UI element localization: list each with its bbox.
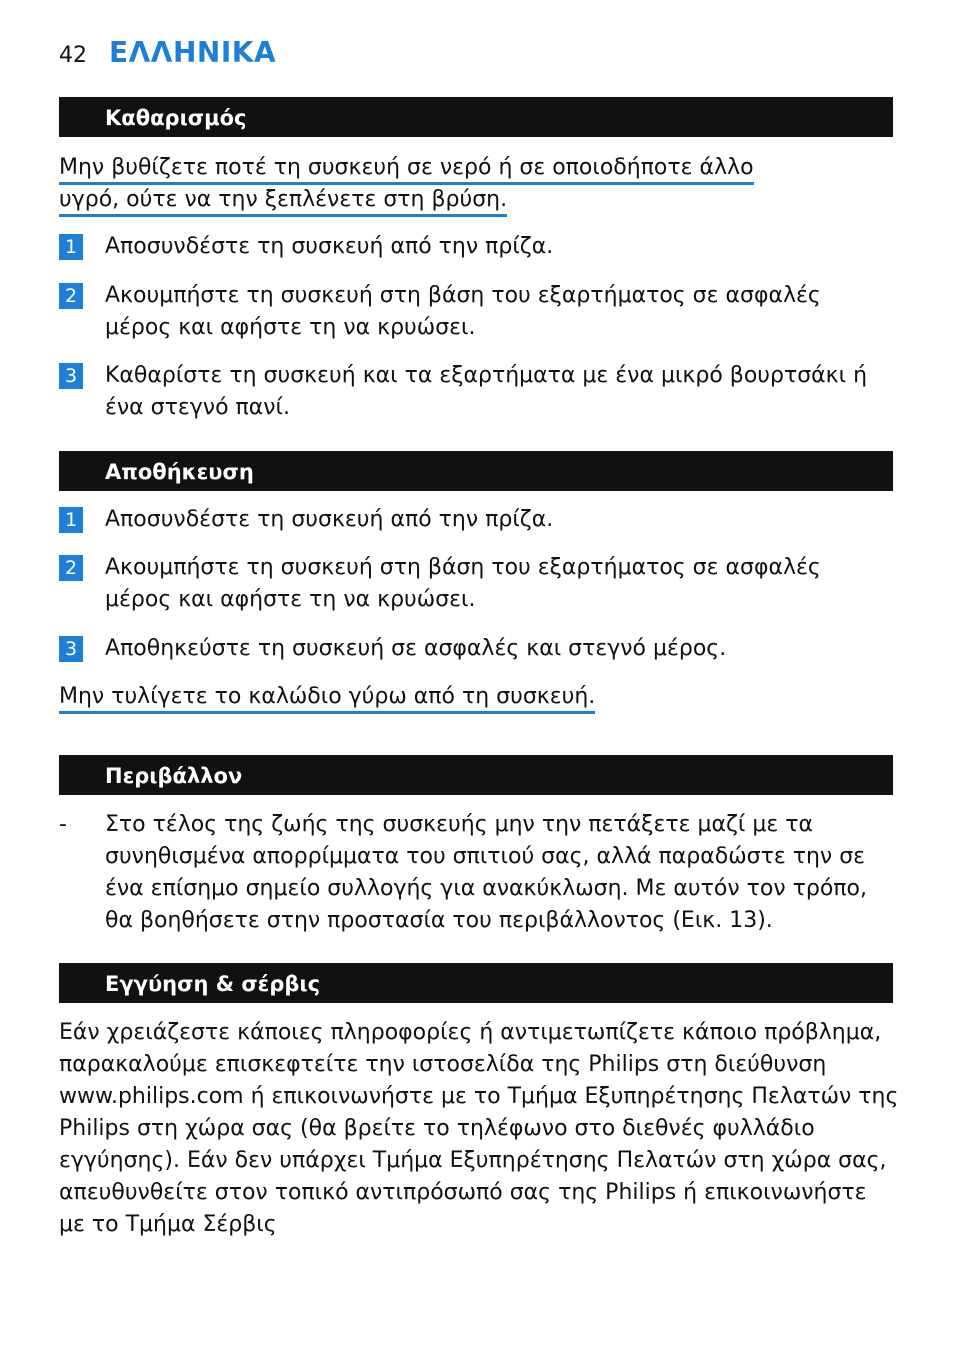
cleaning-step xyxy=(59,231,893,263)
storage-warning xyxy=(59,681,889,713)
language-title: ΕΛΛΗΝΙΚΑ xyxy=(109,36,277,69)
section-heading-cleaning: Καθαρισμός xyxy=(59,97,893,137)
step-number-badge: 1 xyxy=(59,507,83,533)
step-number-badge: 1 xyxy=(59,234,83,260)
guarantee-text-end: ή επικοινωνήστε με το Τμήμα Εξυπηρέτησης Πελατών της Philips στη χώρα σας (θα βρείτε το τηλέφωνο στο διεθνές φυλλάδιο εγγύησης). Εάν δεν υπάρχει Τμήμα Εξυπηρέτησης Πελατών στη χώρα σας, απευθυνθείτε στον τοπικό αντιπρόσωπό σας της Philips ή επικοινωνήστε με το Τμήμα Σέρβις xyxy=(59,1084,899,1237)
environment-bullet xyxy=(59,809,899,937)
bullet-text: Στο τέλος της ζωής της συσκευής μην την πετάξετε μαζί με τα συνηθισμένα απορρίμματα του σπιτιού σας, αλλά παραδώστε την σε ένα επίσημο σημείο συλλογής για ανακύκλωση. Με αυτόν τον τρόπο, θα βοηθήσετε στην προστασία του περιβάλλοντος (Εικ. 13). xyxy=(105,812,867,933)
step-text: Αποσυνδέστε τη συσκευή από την πρίζα. xyxy=(105,507,554,532)
step-number-badge: 2 xyxy=(59,283,83,309)
storage-step xyxy=(59,504,893,536)
storage-warning-line: Μην τυλίγετε το καλώδιο γύρω από τη συσκευή. xyxy=(59,684,595,714)
cleaning-warning-line-1: Μην βυθίζετε ποτέ τη συσκευή σε νερό ή σε οποιοδήποτε άλλο xyxy=(59,155,754,185)
bullet-dash: - xyxy=(59,812,67,837)
cleaning-step xyxy=(59,360,893,424)
step-text: Ακουμπήστε τη συσκευή στη βάση του εξαρτήματος σε ασφαλές μέρος και αφήστε τη να κρυώσει. xyxy=(105,555,821,612)
page-header xyxy=(59,36,276,72)
step-number-badge: 3 xyxy=(59,636,83,662)
storage-step xyxy=(59,552,893,616)
philips-website-link[interactable]: www.philips.com xyxy=(59,1084,244,1109)
section-heading-guarantee: Εγγύηση & σέρβις xyxy=(59,963,893,1003)
step-text: Ακουμπήστε τη συσκευή στη βάση του εξαρτήματος σε ασφαλές μέρος και αφήστε τη να κρυώσει. xyxy=(105,283,821,340)
guarantee-text-start: Εάν χρειάζεστε κάποιες πληροφορίες ή αντιμετωπίζετε κάποιο πρόβλημα, παρακαλούμε επισκεφτείτε την ιστοσελίδα της Philips στη διεύθυνση xyxy=(59,1020,882,1077)
guarantee-paragraph xyxy=(59,1017,899,1241)
storage-step xyxy=(59,633,893,665)
cleaning-warning xyxy=(59,152,889,216)
page-number: 42 xyxy=(59,43,87,68)
step-text: Αποσυνδέστε τη συσκευή από την πρίζα. xyxy=(105,234,554,259)
step-number-badge: 3 xyxy=(59,363,83,389)
step-text: Καθαρίστε τη συσκευή και τα εξαρτήματα με ένα μικρό βουρτσάκι ή ένα στεγνό πανί. xyxy=(105,363,868,420)
cleaning-step xyxy=(59,280,893,344)
section-heading-environment: Περιβάλλον xyxy=(59,755,893,795)
section-heading-storage: Αποθήκευση xyxy=(59,451,893,491)
cleaning-warning-line-2: υγρό, ούτε να την ξεπλένετε στη βρύση. xyxy=(59,187,507,217)
step-number-badge: 2 xyxy=(59,555,83,581)
step-text: Αποθηκεύστε τη συσκευή σε ασφαλές και στεγνό μέρος. xyxy=(105,636,727,661)
